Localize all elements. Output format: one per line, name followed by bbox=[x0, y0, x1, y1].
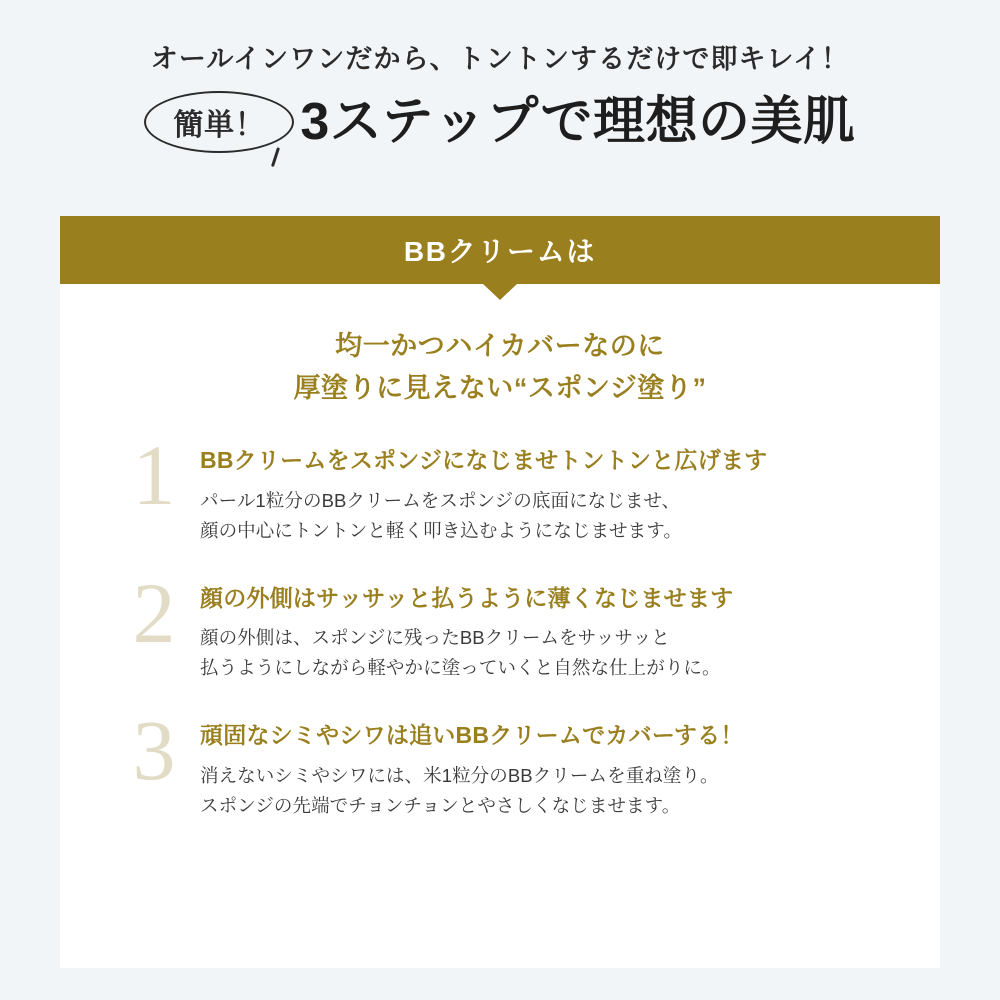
step-title: 顔の外側はサッサッと払うように薄くなじませます bbox=[200, 584, 734, 611]
header-lead-text: オールインワンだから、トントンするだけで即キレイ！ bbox=[150, 44, 850, 74]
header-main-row bbox=[0, 91, 1000, 153]
list-item bbox=[108, 702, 888, 821]
step-description-line2: 顔の中心にトントンと軽く叩き込むようになじませます。 bbox=[200, 519, 682, 541]
step-body bbox=[200, 580, 888, 684]
list-item bbox=[108, 426, 888, 546]
step-number: 2 bbox=[132, 564, 176, 661]
steps-card bbox=[60, 216, 940, 968]
kantan-badge bbox=[144, 91, 294, 153]
step-title: BBクリームをスポンジになじませトントンと広げます bbox=[200, 446, 768, 473]
steps-list bbox=[60, 426, 940, 821]
card-subheading bbox=[60, 326, 940, 410]
card-banner-label: BBクリームは bbox=[403, 236, 597, 267]
step-description-line1: パール1粒分のBBクリームをスポンジの底面になじませ、 bbox=[200, 489, 681, 511]
card-subheading-line1: 均一かつハイカバーなのに bbox=[335, 331, 665, 361]
step-description-line1: 顔の外側は、スポンジに残ったBBクリームをサッサッと bbox=[200, 627, 670, 649]
step-description bbox=[200, 623, 888, 683]
kantan-badge-label: 簡単！ bbox=[173, 109, 266, 143]
step-body bbox=[200, 442, 888, 546]
step-body bbox=[200, 717, 888, 821]
step-title: 頑固なシミやシワは追いBBクリームでカバーする！ bbox=[200, 722, 744, 749]
step-description bbox=[200, 761, 888, 821]
list-item bbox=[108, 564, 888, 684]
card-banner bbox=[60, 216, 940, 284]
banner-arrow-icon bbox=[482, 283, 518, 300]
step-description-line1: 消えないシミやシワには、米1粒分のBBクリームを重ね塗り。 bbox=[200, 765, 719, 787]
step-description-line2: スポンジの先端でチョンチョンとやさしくなじませます。 bbox=[200, 795, 681, 817]
header bbox=[0, 0, 1000, 153]
step-description bbox=[200, 486, 888, 546]
step-description-line2: 払うようにしながら軽やかに塗っていくと自然な仕上がりに。 bbox=[200, 657, 721, 679]
step-number: 3 bbox=[132, 702, 176, 799]
card-subheading-line2: 厚塗りに見えない“スポンジ塗り” bbox=[293, 372, 707, 403]
step-number: 1 bbox=[132, 426, 176, 523]
page-title: 3ステップで理想の美肌 bbox=[300, 92, 856, 151]
